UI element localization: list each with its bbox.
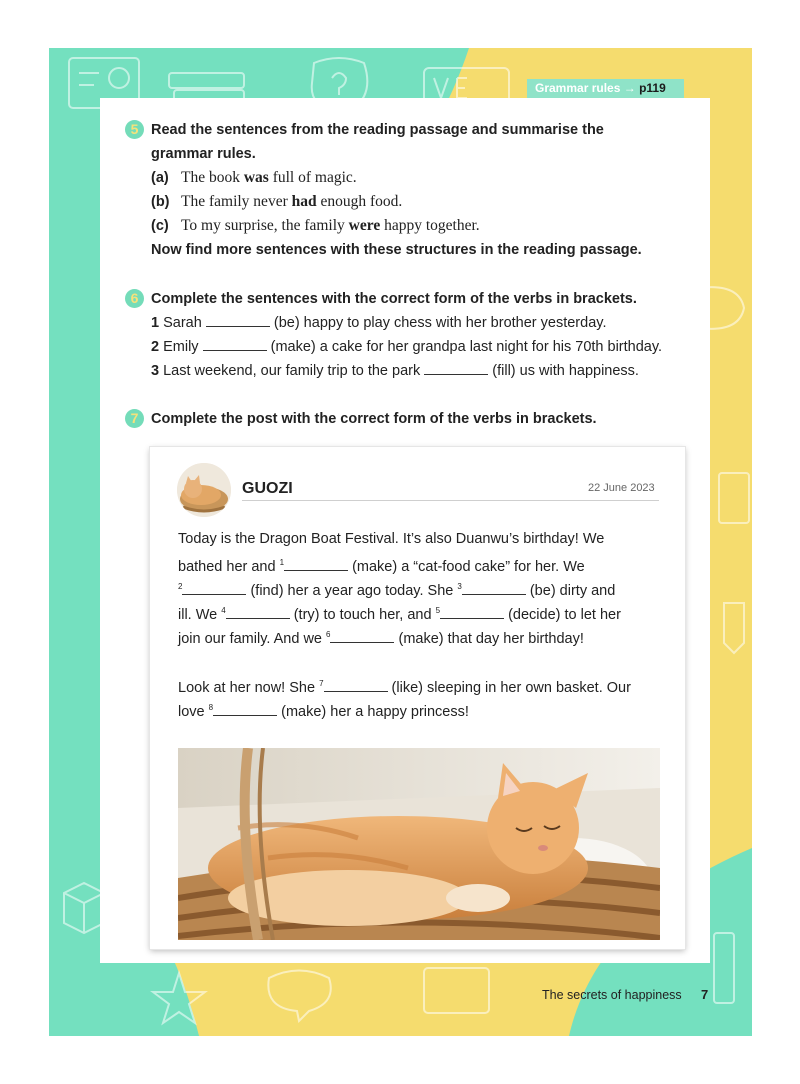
grammar-rules-link[interactable]: [527, 79, 684, 98]
exercise-5-instruction-line2: grammar rules.: [151, 146, 256, 162]
answer-blank[interactable]: [284, 556, 348, 571]
arrow-icon: →: [623, 81, 636, 95]
answer-blank[interactable]: [424, 360, 488, 375]
cat-in-basket-photo: [178, 748, 660, 940]
post-text: (make) that day her birthday!: [394, 631, 584, 647]
post-text: (make) her a happy princess!: [277, 704, 469, 720]
blank-number: 6: [326, 630, 331, 639]
post-text: (be) dirty and: [525, 583, 616, 599]
post-text: (find) her a year ago today. She: [246, 583, 458, 599]
item-bold-verb: was: [243, 169, 269, 186]
item-post: enough food.: [316, 193, 403, 210]
exercise-7-badge: 7: [125, 409, 144, 428]
why-bubble-icon: [259, 963, 339, 1023]
answer-blank[interactable]: [330, 628, 394, 643]
blank-number: 4: [221, 606, 226, 615]
item-label: (b): [151, 194, 170, 210]
answer-blank[interactable]: [203, 336, 267, 351]
post-text: bathed her and: [178, 559, 280, 575]
blank-number: 3: [457, 582, 462, 591]
answer-blank[interactable]: [324, 677, 388, 692]
blank-number: 5: [435, 606, 441, 615]
post-line-5: [178, 623, 584, 651]
footer-unit-title: The secrets of happiness: [542, 988, 682, 1002]
blank-number: 7: [319, 679, 324, 688]
post-date: 22 June 2023: [588, 482, 655, 494]
exercise-5-item-b: [151, 190, 402, 214]
blank-number: 8: [208, 703, 214, 712]
exercise-5-follow-up: Now find more sentences with these structures in the reading passage.: [151, 242, 642, 258]
item-label: (a): [151, 170, 169, 186]
post-text: join our family. And we: [178, 631, 327, 647]
page-number: 7: [701, 987, 709, 1002]
exercise-5-badge: 5: [125, 120, 144, 139]
item-pre: To my surprise, the family: [181, 217, 349, 234]
exercise-6-instruction: Complete the sentences with the correct form of the verbs in brackets.: [151, 291, 637, 307]
post-text: (make) a “cat-food cake” for her. We: [348, 559, 585, 575]
item-post: full of magic.: [268, 169, 357, 186]
blank-number: 2: [178, 582, 183, 591]
item-post: (fill) us with happiness.: [488, 363, 639, 379]
exercise-6-item-1: [151, 311, 606, 335]
post-text: (try) to touch her, and: [289, 607, 436, 623]
post-text: Look at her now! She: [178, 680, 320, 696]
post-text: (like) sleeping in her own basket. Our: [387, 680, 631, 696]
post-text: ill. We: [178, 607, 222, 623]
answer-blank[interactable]: [440, 604, 504, 619]
post-line-7: [178, 696, 469, 724]
blank-number: 1: [279, 558, 285, 567]
cat-avatar-icon: [177, 463, 231, 517]
exercise-6-badge: 6: [125, 289, 144, 308]
post-text: (decide) to let her: [504, 607, 621, 623]
item-pre: Sarah: [163, 315, 206, 331]
answer-blank[interactable]: [226, 604, 290, 619]
item-post: happy together.: [380, 217, 480, 234]
exercise-5-item-c: [151, 214, 480, 238]
answer-blank[interactable]: [462, 580, 526, 595]
answer-blank[interactable]: [213, 701, 277, 716]
header-divider: [242, 500, 659, 501]
post-author[interactable]: GUOZI: [242, 480, 293, 497]
item-post: (be) happy to play chess with her brother yesterday.: [269, 315, 607, 331]
item-pre: Last weekend, our family trip to the park: [163, 363, 425, 379]
exercise-6-item-3: [151, 359, 639, 383]
exercise-7-instruction: Complete the post with the correct form of the verbs in brackets.: [151, 411, 597, 427]
item-pre: The family never: [181, 193, 292, 210]
exercise-5-instruction-line1: Read the sentences from the reading passage and summarise the: [151, 122, 604, 138]
item-label: (c): [151, 218, 169, 234]
star-doodle-icon: [149, 968, 209, 1028]
abc-sign-doodle-icon: [419, 958, 499, 1028]
item-pre: Emily: [163, 339, 203, 355]
post-text: love: [178, 704, 209, 720]
diary-doodle-icon: [714, 468, 752, 528]
answer-blank[interactable]: [182, 580, 246, 595]
item-number: 1: [151, 315, 160, 331]
item-number: 2: [151, 339, 160, 355]
ruler-doodle-icon: [704, 928, 749, 1008]
exercise-5-item-a: [151, 166, 357, 190]
grammar-rules-label: Grammar rules: [535, 81, 621, 95]
post-line-1: Today is the Dragon Boat Festival. It’s also Duanwu’s birthday! We: [178, 531, 605, 547]
grammar-rules-page: p119: [639, 81, 666, 95]
avatar: [177, 463, 231, 517]
item-pre: The book: [181, 169, 244, 186]
item-post: (make) a cake for her grandpa last night for his 70th birthday.: [266, 339, 663, 355]
item-number: 3: [151, 363, 160, 379]
item-bold-verb: had: [291, 193, 317, 210]
cat-photo-illustration: [178, 748, 660, 940]
answer-blank[interactable]: [206, 312, 270, 327]
item-bold-verb: were: [348, 217, 381, 234]
pencil-doodle-icon: [714, 598, 752, 658]
exercise-6-item-2: [151, 335, 662, 359]
